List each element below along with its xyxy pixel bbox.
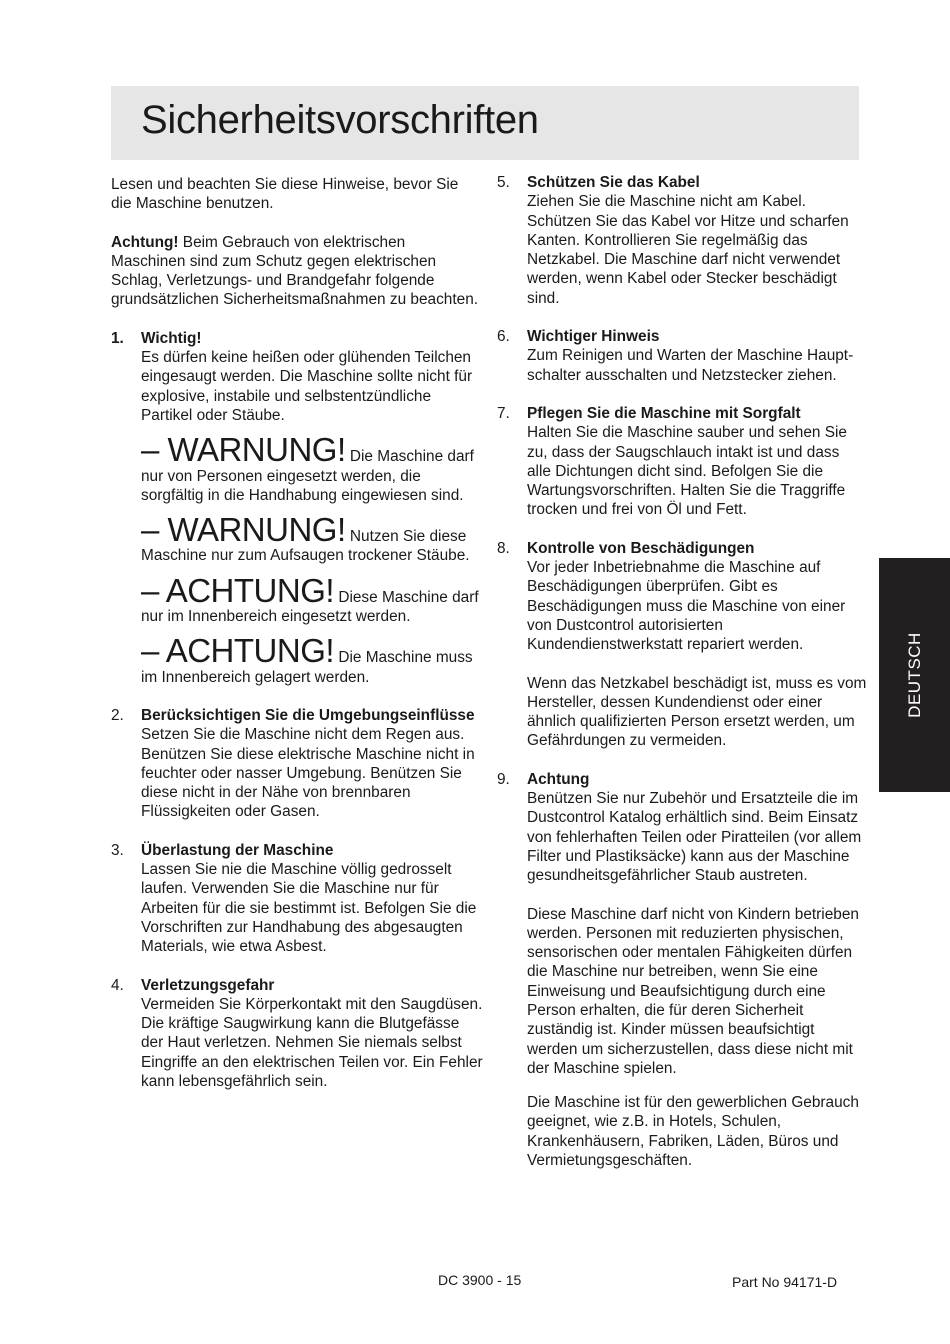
item-heading: Kontrolle von Beschädigungen bbox=[527, 539, 755, 557]
achtung-text: Beim Gebrauch von elektrischen Maschinen sind zum Schutz gegen elektrischen Schlag, Verletzungs- und Brandgefahr folgende grundsätzlichen Sicherheitsmaßnahmen zu beachten. bbox=[111, 233, 479, 309]
warning-label: – WARNUNG! bbox=[141, 431, 346, 469]
item-number: 8. bbox=[497, 539, 510, 557]
item-body: Benützen Sie nur Zubehör und Ersatzteile die im Dustcontrol Katalog erhältlich sind. Beim Einsatz von fehlerhaften Teilen oder Piratteilen (vor allem Filter und Plastiksäcke) kann aus der Maschine gesundheitsgefährlicher Staub austreten. bbox=[527, 790, 862, 885]
left-column bbox=[111, 175, 483, 1091]
item-number: 9. bbox=[497, 770, 510, 788]
language-tab-label: DEUTSCH bbox=[904, 632, 924, 718]
page-number: DC 3900 - 15 bbox=[438, 1272, 522, 1288]
item-heading: Überlastung der Maschine bbox=[141, 841, 334, 859]
item-number: 6. bbox=[497, 328, 510, 346]
item-body: Lassen Sie nie die Maschine völlig gedrosselt laufen. Verwenden Sie die Maschine nur für Arbeiten für die sie bestimmt ist. Befolgen Sie die Vorschriften zur Handhabung des abgesaugten Materials, wie etwa Asbest. bbox=[141, 861, 477, 956]
item-heading: Achtung bbox=[527, 770, 590, 788]
safety-item-2 bbox=[111, 706, 483, 822]
item-body: Vor jeder Inbetriebnahme die Maschine auf Beschädigungen überprüfen. Gibt es Beschädigungen muss die Maschine von einer von Dustcontrol autorisierten Kundendienstwerkstatt repariert werden. bbox=[527, 559, 846, 654]
warning-label: – ACHTUNG! bbox=[141, 632, 335, 670]
item-body-extra: Diese Maschine darf nicht von Kindern betrieben werden. Personen mit reduzierten physischen, sensorischen oder mentalen Fähigkeiten dürfen die Maschine nur betreiben, wenn Sie eine Einweisung und Beaufsichtigung durch eine Person erhalten, die für deren Sicherheit zuständig ist. Kinder müssen beaufsichtigt werden um sicherzustellen, dass diese nicht mit der Maschine spielen. bbox=[527, 905, 859, 1077]
warning-4 bbox=[141, 632, 483, 687]
item-number: 7. bbox=[497, 404, 510, 422]
item-number: 2. bbox=[111, 706, 124, 724]
warning-3 bbox=[141, 571, 483, 627]
warning-label: – WARNUNG! bbox=[141, 511, 346, 549]
safety-item-8 bbox=[497, 539, 867, 751]
item-body: Setzen Sie die Maschine nicht dem Regen aus. Benützen Sie diese elektrische Maschine nicht in feuchter oder nasser Umgebung. Benützen Sie diese nicht in der Nähe von brennbaren Flüssigkeiten oder Gasen. bbox=[141, 726, 475, 821]
item-body: Halten Sie die Maschine sauber und sehen Sie zu, dass der Saugschlauch intakt ist und dass alle Dichtungen dicht sind. Befolgen Sie die Wartungsvorschriften. Halten Sie die Traggriffe trocken und frei von Öl und Fett. bbox=[527, 424, 847, 519]
item-heading: Pflegen Sie die Maschine mit Sorgfalt bbox=[527, 404, 801, 422]
item-heading: Verletzungsgefahr bbox=[141, 976, 275, 994]
item-heading: Berücksichtigen Sie die Umgebungseinflüsse bbox=[141, 706, 475, 724]
item-heading: Wichtig! bbox=[141, 329, 202, 347]
item-body-extra: Die Maschine ist für den gewerblichen Gebrauch geeignet, wie z.B. in Hotels, Schulen, Krankenhäusern, Fabriken, Läden, Büros und Vermietungsgeschäften. bbox=[527, 1094, 859, 1170]
warning-text: Die Maschine darf nur von Personen eingesetzt werden, die sorgfältig in die Handhabung eingewiesen sind. bbox=[141, 448, 474, 504]
item-heading: Wichtiger Hinweis bbox=[527, 328, 660, 346]
safety-item-3 bbox=[111, 841, 483, 957]
warning-text: Nutzen Sie diese Maschine nur zum Aufsaugen trockener Stäube. bbox=[141, 528, 470, 565]
safety-item-7 bbox=[497, 404, 867, 520]
warning-2 bbox=[141, 511, 483, 566]
item-body-extra: Wenn das Netzkabel beschädigt ist, muss es vom Hersteller, dessen Kundendienst oder einer ähnlich qualifizierten Person ersetzt werden, um Gefährdungen zu vermeiden. bbox=[527, 674, 867, 750]
warning-text: Diese Maschine darf nur im Innenbereich eingesetzt werden. bbox=[141, 588, 479, 626]
right-column bbox=[497, 173, 867, 1170]
page-title: Sicherheitsvorschriften bbox=[141, 98, 539, 142]
safety-item-1 bbox=[111, 329, 483, 687]
part-number: Part No 94171-D bbox=[732, 1274, 838, 1290]
achtung-lead: Achtung! bbox=[111, 233, 179, 251]
language-tab bbox=[879, 558, 950, 792]
safety-item-4 bbox=[111, 976, 483, 1092]
safety-item-5 bbox=[497, 173, 867, 308]
warning-text: Die Maschine muss im Innenbereich gelagert werden. bbox=[141, 649, 473, 686]
safety-item-6 bbox=[497, 327, 867, 385]
item-number: 3. bbox=[111, 841, 124, 859]
achtung-paragraph bbox=[111, 233, 483, 310]
item-number: 5. bbox=[497, 174, 510, 191]
item-body: Vermeiden Sie Körperkontakt mit den Saugdüsen. Die kräftige Saugwirkung kann die Blutgefässe der Haut verletzen. Nehmen Sie niemals selbst Eingriffe an den elektrischen Teilen vor. Ein Fehler kann lebensgefährlich sein. bbox=[141, 995, 483, 1090]
title-bar bbox=[111, 86, 859, 160]
warning-label: – ACHTUNG! bbox=[141, 571, 335, 609]
item-number: 1. bbox=[111, 329, 124, 347]
item-heading: Schützen Sie das Kabel bbox=[527, 174, 700, 191]
intro-text: Lesen und beachten Sie diese Hinweise, bevor Sie die Maschine benutzen. bbox=[111, 176, 459, 213]
safety-item-9 bbox=[497, 770, 867, 1171]
item-body: Zum Reinigen und Warten der Maschine Haupt-schalter ausschalten und Netzstecker ziehen. bbox=[527, 347, 854, 384]
warning-1 bbox=[141, 431, 483, 505]
item-number: 4. bbox=[111, 976, 124, 994]
item-body: Es dürfen keine heißen oder glühenden Teilchen eingesaugt werden. Die Maschine sollte nicht für explosive, instabile und selbstentzündliche Partikel oder Stäube. bbox=[141, 349, 473, 424]
item-body: Ziehen Sie die Maschine nicht am Kabel. Schützen Sie das Kabel vor Hitze und scharfen Kanten. Kontrollieren Sie regelmäßig das Netzkabel. Die Maschine darf nicht verwendet werden, wenn Kabel oder Stecker beschädigt sind. bbox=[527, 193, 849, 307]
